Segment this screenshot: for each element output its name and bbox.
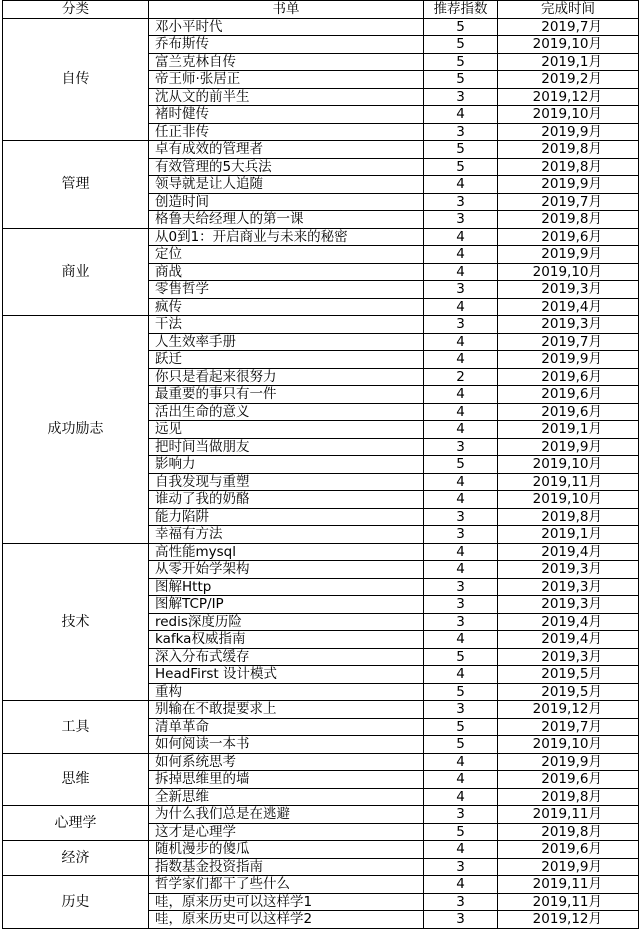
completion-date-cell: 2019,12月 <box>498 701 639 719</box>
category-cell: 管理 <box>3 141 149 229</box>
book-title-cell: 深入分布式缓存 <box>149 648 424 666</box>
category-cell: 历史 <box>3 876 149 929</box>
completion-date-cell: 2019,10月 <box>498 106 639 124</box>
completion-date-cell: 2019,10月 <box>498 263 639 281</box>
rating-cell: 4 <box>424 246 498 264</box>
rating-cell: 4 <box>424 841 498 859</box>
header-date: 完成时间 <box>498 1 639 19</box>
rating-cell: 4 <box>424 298 498 316</box>
rating-cell: 5 <box>424 648 498 666</box>
book-title-cell: 任正非传 <box>149 123 424 141</box>
rating-cell: 4 <box>424 333 498 351</box>
completion-date-cell: 2019,6月 <box>498 771 639 789</box>
completion-date-cell: 2019,8月 <box>498 158 639 176</box>
rating-cell: 5 <box>424 718 498 736</box>
completion-date-cell: 2019,1月 <box>498 526 639 544</box>
rating-cell: 4 <box>424 543 498 561</box>
book-title-cell: 你只是看起来很努力 <box>149 368 424 386</box>
completion-date-cell: 2019,3月 <box>498 316 639 334</box>
completion-date-cell: 2019,10月 <box>498 36 639 54</box>
book-title-cell: 领导就是让人追随 <box>149 176 424 194</box>
completion-date-cell: 2019,8月 <box>498 823 639 841</box>
book-title-cell: 哇，原来历史可以这样学2 <box>149 911 424 929</box>
book-title-cell: 这才是心理学 <box>149 823 424 841</box>
rating-cell: 3 <box>424 508 498 526</box>
rating-cell: 5 <box>424 36 498 54</box>
book-title-cell: 能力陷阱 <box>149 508 424 526</box>
book-title-cell: 定位 <box>149 246 424 264</box>
completion-date-cell: 2019,1月 <box>498 53 639 71</box>
rating-cell: 5 <box>424 18 498 36</box>
completion-date-cell: 2019,9月 <box>498 438 639 456</box>
header-rating: 推荐指数 <box>424 1 498 19</box>
completion-date-cell: 2019,10月 <box>498 491 639 509</box>
rating-cell: 5 <box>424 683 498 701</box>
rating-cell: 3 <box>424 316 498 334</box>
completion-date-cell: 2019,6月 <box>498 386 639 404</box>
reading-list-table <box>2 0 639 929</box>
completion-date-cell: 2019,9月 <box>498 753 639 771</box>
completion-date-cell: 2019,11月 <box>498 893 639 911</box>
book-title-cell: 商战 <box>149 263 424 281</box>
completion-date-cell: 2019,9月 <box>498 246 639 264</box>
rating-cell: 5 <box>424 53 498 71</box>
rating-cell: 4 <box>424 771 498 789</box>
category-cell: 自传 <box>3 18 149 141</box>
table-row <box>3 806 639 824</box>
completion-date-cell: 2019,10月 <box>498 736 639 754</box>
rating-cell: 3 <box>424 893 498 911</box>
book-title-cell: 清单革命 <box>149 718 424 736</box>
rating-cell: 3 <box>424 211 498 229</box>
book-title-cell: 从0到1：开启商业与未来的秘密 <box>149 228 424 246</box>
completion-date-cell: 2019,7月 <box>498 193 639 211</box>
book-title-cell: 高性能mysql <box>149 543 424 561</box>
rating-cell: 5 <box>424 141 498 159</box>
table-row <box>3 876 639 894</box>
rating-cell: 2 <box>424 368 498 386</box>
rating-cell: 4 <box>424 351 498 369</box>
book-title-cell: 如何系统思考 <box>149 753 424 771</box>
rating-cell: 4 <box>424 473 498 491</box>
rating-cell: 3 <box>424 701 498 719</box>
book-title-cell: 图解Http <box>149 578 424 596</box>
table-row <box>3 543 639 561</box>
rating-cell: 4 <box>424 631 498 649</box>
table-body <box>3 18 639 928</box>
rating-cell: 4 <box>424 421 498 439</box>
category-cell: 技术 <box>3 543 149 701</box>
completion-date-cell: 2019,10月 <box>498 456 639 474</box>
book-title-cell: 哲学家们都干了些什么 <box>149 876 424 894</box>
book-title-cell: 影响力 <box>149 456 424 474</box>
rating-cell: 4 <box>424 561 498 579</box>
table-row <box>3 316 639 334</box>
book-title-cell: kafka权威指南 <box>149 631 424 649</box>
book-title-cell: 富兰克林自传 <box>149 53 424 71</box>
book-title-cell: 把时间当做朋友 <box>149 438 424 456</box>
completion-date-cell: 2019,9月 <box>498 351 639 369</box>
completion-date-cell: 2019,12月 <box>498 911 639 929</box>
book-title-cell: 远见 <box>149 421 424 439</box>
rating-cell: 5 <box>424 736 498 754</box>
book-title-cell: 干法 <box>149 316 424 334</box>
rating-cell: 4 <box>424 788 498 806</box>
rating-cell: 5 <box>424 456 498 474</box>
rating-cell: 4 <box>424 876 498 894</box>
book-title-cell: 谁动了我的奶酪 <box>149 491 424 509</box>
rating-cell: 3 <box>424 281 498 299</box>
completion-date-cell: 2019,12月 <box>498 88 639 106</box>
completion-date-cell: 2019,7月 <box>498 333 639 351</box>
completion-date-cell: 2019,4月 <box>498 298 639 316</box>
category-cell: 成功励志 <box>3 316 149 544</box>
book-title-cell: 随机漫步的傻瓜 <box>149 841 424 859</box>
rating-cell: 4 <box>424 666 498 684</box>
completion-date-cell: 2019,6月 <box>498 368 639 386</box>
completion-date-cell: 2019,8月 <box>498 508 639 526</box>
book-title-cell: 褚时健传 <box>149 106 424 124</box>
book-title-cell: HeadFirst 设计模式 <box>149 666 424 684</box>
book-title-cell: 拆掉思维里的墙 <box>149 771 424 789</box>
header-title: 书单 <box>149 1 424 19</box>
rating-cell: 4 <box>424 263 498 281</box>
rating-cell: 4 <box>424 491 498 509</box>
book-title-cell: 从零开始学架构 <box>149 561 424 579</box>
rating-cell: 5 <box>424 823 498 841</box>
rating-cell: 3 <box>424 88 498 106</box>
rating-cell: 3 <box>424 858 498 876</box>
completion-date-cell: 2019,11月 <box>498 806 639 824</box>
completion-date-cell: 2019,6月 <box>498 841 639 859</box>
category-cell: 商业 <box>3 228 149 316</box>
rating-cell: 3 <box>424 123 498 141</box>
completion-date-cell: 2019,7月 <box>498 18 639 36</box>
rating-cell: 5 <box>424 71 498 89</box>
completion-date-cell: 2019,4月 <box>498 613 639 631</box>
book-title-cell: 重构 <box>149 683 424 701</box>
rating-cell: 4 <box>424 228 498 246</box>
completion-date-cell: 2019,3月 <box>498 561 639 579</box>
book-title-cell: 幸福有方法 <box>149 526 424 544</box>
completion-date-cell: 2019,3月 <box>498 578 639 596</box>
book-title-cell: 有效管理的5大兵法 <box>149 158 424 176</box>
book-title-cell: 乔布斯传 <box>149 36 424 54</box>
book-title-cell: 格鲁夫给经理人的第一课 <box>149 211 424 229</box>
rating-cell: 3 <box>424 526 498 544</box>
book-title-cell: 创造时间 <box>149 193 424 211</box>
completion-date-cell: 2019,3月 <box>498 596 639 614</box>
completion-date-cell: 2019,8月 <box>498 211 639 229</box>
table-row <box>3 701 639 719</box>
completion-date-cell: 2019,5月 <box>498 666 639 684</box>
completion-date-cell: 2019,2月 <box>498 71 639 89</box>
book-title-cell: 卓有成效的管理者 <box>149 141 424 159</box>
book-title-cell: redis深度历险 <box>149 613 424 631</box>
rating-cell: 3 <box>424 193 498 211</box>
book-title-cell: 帝王师·张居正 <box>149 71 424 89</box>
book-title-cell: 最重要的事只有一件 <box>149 386 424 404</box>
table-row <box>3 18 639 36</box>
category-cell: 思维 <box>3 753 149 806</box>
completion-date-cell: 2019,8月 <box>498 141 639 159</box>
table-row <box>3 228 639 246</box>
completion-date-cell: 2019,9月 <box>498 176 639 194</box>
rating-cell: 5 <box>424 158 498 176</box>
book-title-cell: 疯传 <box>149 298 424 316</box>
rating-cell: 4 <box>424 753 498 771</box>
book-title-cell: 如何阅读一本书 <box>149 736 424 754</box>
completion-date-cell: 2019,11月 <box>498 473 639 491</box>
completion-date-cell: 2019,9月 <box>498 858 639 876</box>
completion-date-cell: 2019,3月 <box>498 648 639 666</box>
completion-date-cell: 2019,3月 <box>498 281 639 299</box>
book-title-cell: 指数基金投资指南 <box>149 858 424 876</box>
rating-cell: 3 <box>424 596 498 614</box>
completion-date-cell: 2019,6月 <box>498 403 639 421</box>
header-category: 分类 <box>3 1 149 19</box>
completion-date-cell: 2019,4月 <box>498 631 639 649</box>
rating-cell: 3 <box>424 613 498 631</box>
table-row <box>3 841 639 859</box>
completion-date-cell: 2019,8月 <box>498 788 639 806</box>
book-title-cell: 哇，原来历史可以这样学1 <box>149 893 424 911</box>
header-row <box>3 1 639 19</box>
rating-cell: 3 <box>424 806 498 824</box>
book-title-cell: 零售哲学 <box>149 281 424 299</box>
rating-cell: 4 <box>424 176 498 194</box>
rating-cell: 3 <box>424 578 498 596</box>
rating-cell: 4 <box>424 106 498 124</box>
completion-date-cell: 2019,6月 <box>498 228 639 246</box>
category-cell: 工具 <box>3 701 149 754</box>
book-title-cell: 人生效率手册 <box>149 333 424 351</box>
category-cell: 心理学 <box>3 806 149 841</box>
completion-date-cell: 2019,4月 <box>498 543 639 561</box>
table-row <box>3 753 639 771</box>
book-title-cell: 邓小平时代 <box>149 18 424 36</box>
book-title-cell: 为什么我们总是在逃避 <box>149 806 424 824</box>
rating-cell: 4 <box>424 386 498 404</box>
book-title-cell: 沈从文的前半生 <box>149 88 424 106</box>
book-title-cell: 跃迁 <box>149 351 424 369</box>
book-title-cell: 活出生命的意义 <box>149 403 424 421</box>
category-cell: 经济 <box>3 841 149 876</box>
rating-cell: 3 <box>424 438 498 456</box>
rating-cell: 4 <box>424 403 498 421</box>
book-title-cell: 自我发现与重塑 <box>149 473 424 491</box>
rating-cell: 3 <box>424 911 498 929</box>
book-title-cell: 别输在不敢提要求上 <box>149 701 424 719</box>
completion-date-cell: 2019,1月 <box>498 421 639 439</box>
book-title-cell: 全新思维 <box>149 788 424 806</box>
completion-date-cell: 2019,7月 <box>498 718 639 736</box>
table-header <box>3 1 639 19</box>
completion-date-cell: 2019,5月 <box>498 683 639 701</box>
table-row <box>3 141 639 159</box>
completion-date-cell: 2019,9月 <box>498 123 639 141</box>
completion-date-cell: 2019,11月 <box>498 876 639 894</box>
book-title-cell: 图解TCP/IP <box>149 596 424 614</box>
